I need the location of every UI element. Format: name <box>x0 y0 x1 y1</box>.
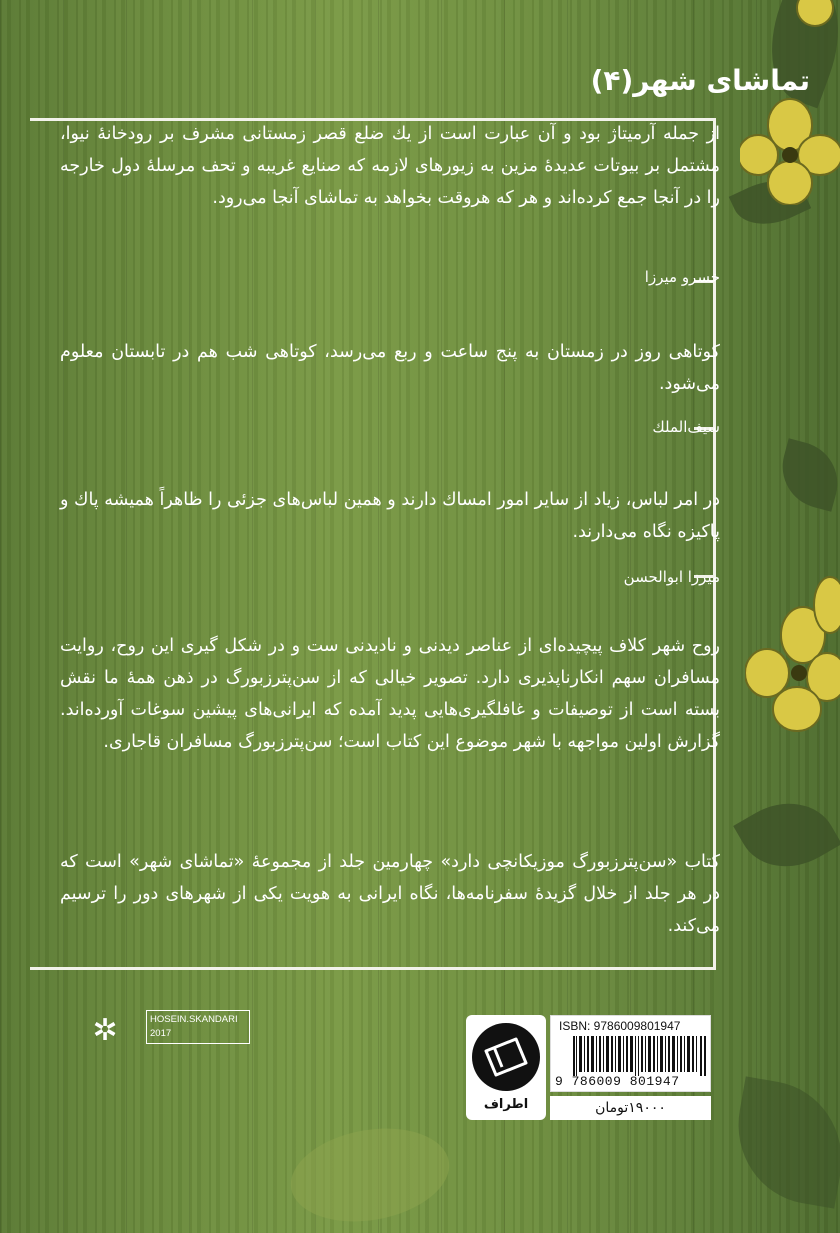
designer-logo-icon: ✲ <box>92 1013 118 1048</box>
quote-author: سیف‌الملك <box>652 418 720 436</box>
flower-decoration <box>790 0 840 40</box>
quote-text: از جمله آرمیتاژ بود و آن عبارت است از یك ضلع قصر زمستانی مشرف بر رودخانهٔ نیوا، مشتمل بر بیوتات عدیدهٔ مزین به زیورهای لازمه که صنایع غریبه و تحف مرسلهٔ دول خارجه را در آنجا جمع کرده‌اند و هر که هروقت بخواهد به تماشای آنجا می‌رود. <box>60 124 720 208</box>
flower-decoration <box>740 95 840 205</box>
designer-credit <box>146 1010 250 1044</box>
isbn-label: ISBN: 9786009801947 <box>559 1019 681 1033</box>
description-paragraph: کتاب «سن‌پترزبورگ موزیکانچی دارد» چهارمین جلد از مجموعهٔ «تماشای شهر» است که در هر جلد از خلال گزیدهٔ سفرنامه‌ها، نگاه ایرانی به هویت یکی از شهرهای دور را ترسیم می‌کند. <box>60 852 720 936</box>
quote-author: میرزا ابوالحسن <box>623 568 720 586</box>
publisher-logo <box>466 1015 546 1120</box>
leaf-decoration <box>773 438 840 511</box>
leaf-decoration <box>733 783 840 886</box>
isbn-barcode <box>550 1015 711 1092</box>
quote-author: خسرو میرزا <box>644 268 720 286</box>
flower-decoration <box>800 570 840 640</box>
barcode-icon <box>573 1036 707 1076</box>
publisher-name: اطراف <box>483 1097 529 1112</box>
series-title: تماشای شهر(۴) <box>590 64 810 97</box>
leaf-decoration <box>726 1076 840 1208</box>
price-label: ۱۹۰۰۰تومان <box>550 1096 711 1120</box>
design-year: 2017 <box>150 1028 172 1039</box>
isbn-digits: 9 786009 801947 <box>555 1074 680 1089</box>
leaf-decoration <box>283 1117 456 1233</box>
quote-text: در امر لباس، زیاد از سایر امور امساك دارند و همین لباس‌های جزئی را ظاهراً همیشه پاك و پاکیزه نگاه می‌دارند. <box>60 490 720 542</box>
designer-name: HOSEIN.SKANDARI <box>150 1014 238 1025</box>
publisher-emblem-icon <box>472 1023 540 1091</box>
quote-text: کوتاهی روز در زمستان به پنج ساعت و ربع می‌رسد، کوتاهی شب هم در تابستان معلوم می‌شود. <box>60 342 720 394</box>
description-paragraph: روح شهر کلاف پیچیده‌ای از عناصر دیدنی و نادیدنی ست و در شکل گیری این روح، روایت مسافران سهم انکارناپذیری دارد. تصویر خیالی که از سن‌پترزبورگ در ذهن همهٔ ما نقش بسته است از توصیفات و غافلگیری‌هایی پدید آمده که ایرانی‌های پیشین سوغات آورده‌اند. گزارش اولین مواجهه با شهر موضوع این کتاب است؛ سن‌پترزبورگ مسافران قاجاری. <box>60 636 720 752</box>
